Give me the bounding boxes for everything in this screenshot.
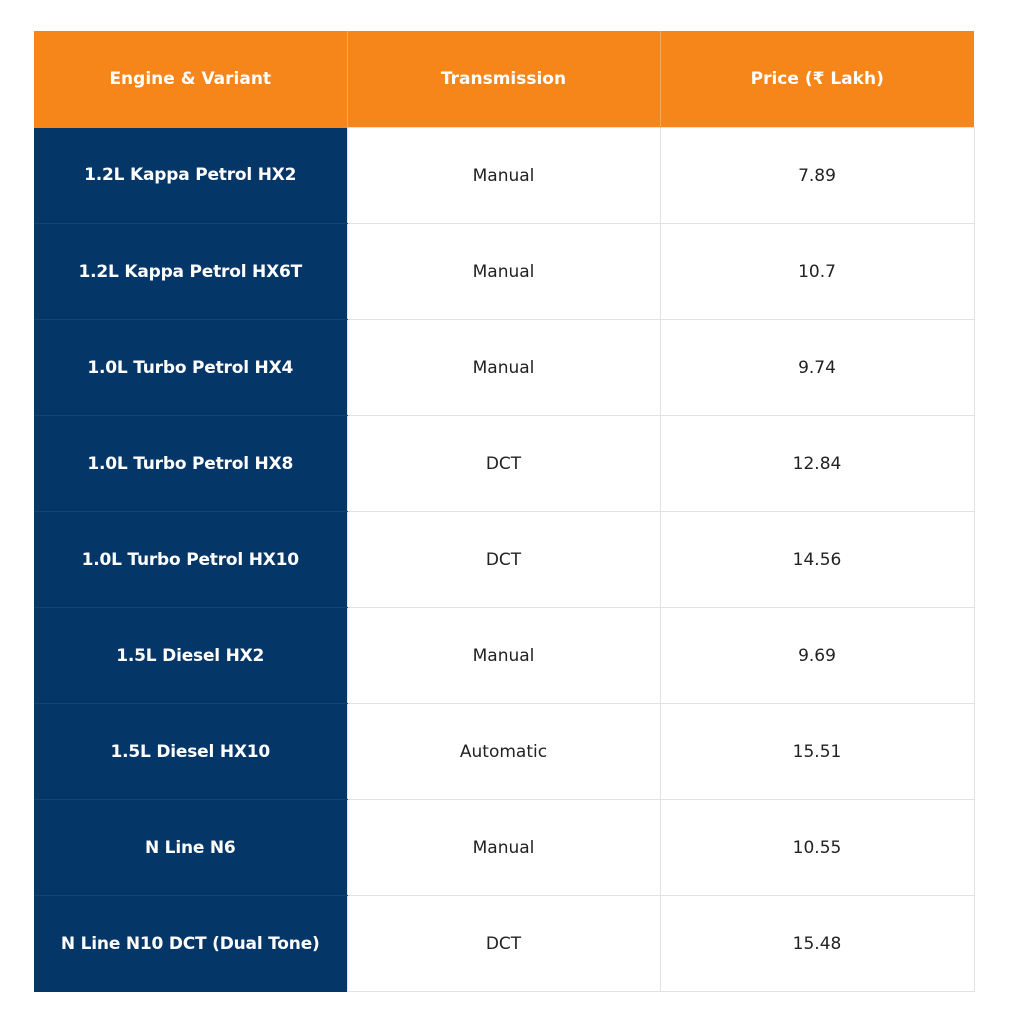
variant-cell: 1.2L Kappa Petrol HX2 xyxy=(34,128,347,224)
transmission-cell: DCT xyxy=(347,416,660,512)
transmission-cell: DCT xyxy=(347,512,660,608)
table-row xyxy=(34,800,974,896)
table-row xyxy=(34,224,974,320)
transmission-cell: Manual xyxy=(347,320,660,416)
header-price: Price (₹ Lakh) xyxy=(660,31,974,128)
table-row xyxy=(34,704,974,800)
table-row xyxy=(34,128,974,224)
table-row xyxy=(34,512,974,608)
transmission-cell: Automatic xyxy=(347,704,660,800)
table-row xyxy=(34,896,974,992)
header-row xyxy=(34,31,974,128)
price-cell: 9.69 xyxy=(660,608,974,704)
price-cell: 10.7 xyxy=(660,224,974,320)
table-row xyxy=(34,416,974,512)
table-row xyxy=(34,320,974,416)
transmission-cell: DCT xyxy=(347,896,660,992)
price-cell: 14.56 xyxy=(660,512,974,608)
table-header xyxy=(34,31,974,128)
table-body xyxy=(34,128,974,992)
price-table xyxy=(34,31,975,992)
table-row xyxy=(34,608,974,704)
header-transmission: Transmission xyxy=(347,31,660,128)
transmission-cell: Manual xyxy=(347,224,660,320)
header-engine-variant: Engine & Variant xyxy=(34,31,347,128)
price-cell: 15.51 xyxy=(660,704,974,800)
variant-cell: 1.0L Turbo Petrol HX10 xyxy=(34,512,347,608)
variant-cell: 1.0L Turbo Petrol HX8 xyxy=(34,416,347,512)
price-cell: 12.84 xyxy=(660,416,974,512)
variant-cell: 1.5L Diesel HX2 xyxy=(34,608,347,704)
variant-cell: 1.0L Turbo Petrol HX4 xyxy=(34,320,347,416)
price-cell: 15.48 xyxy=(660,896,974,992)
transmission-cell: Manual xyxy=(347,800,660,896)
transmission-cell: Manual xyxy=(347,608,660,704)
price-table-container xyxy=(34,31,974,992)
variant-cell: 1.2L Kappa Petrol HX6T xyxy=(34,224,347,320)
transmission-cell: Manual xyxy=(347,128,660,224)
variant-cell: 1.5L Diesel HX10 xyxy=(34,704,347,800)
price-cell: 9.74 xyxy=(660,320,974,416)
variant-cell: N Line N6 xyxy=(34,800,347,896)
price-cell: 10.55 xyxy=(660,800,974,896)
price-cell: 7.89 xyxy=(660,128,974,224)
variant-cell: N Line N10 DCT (Dual Tone) xyxy=(34,896,347,992)
